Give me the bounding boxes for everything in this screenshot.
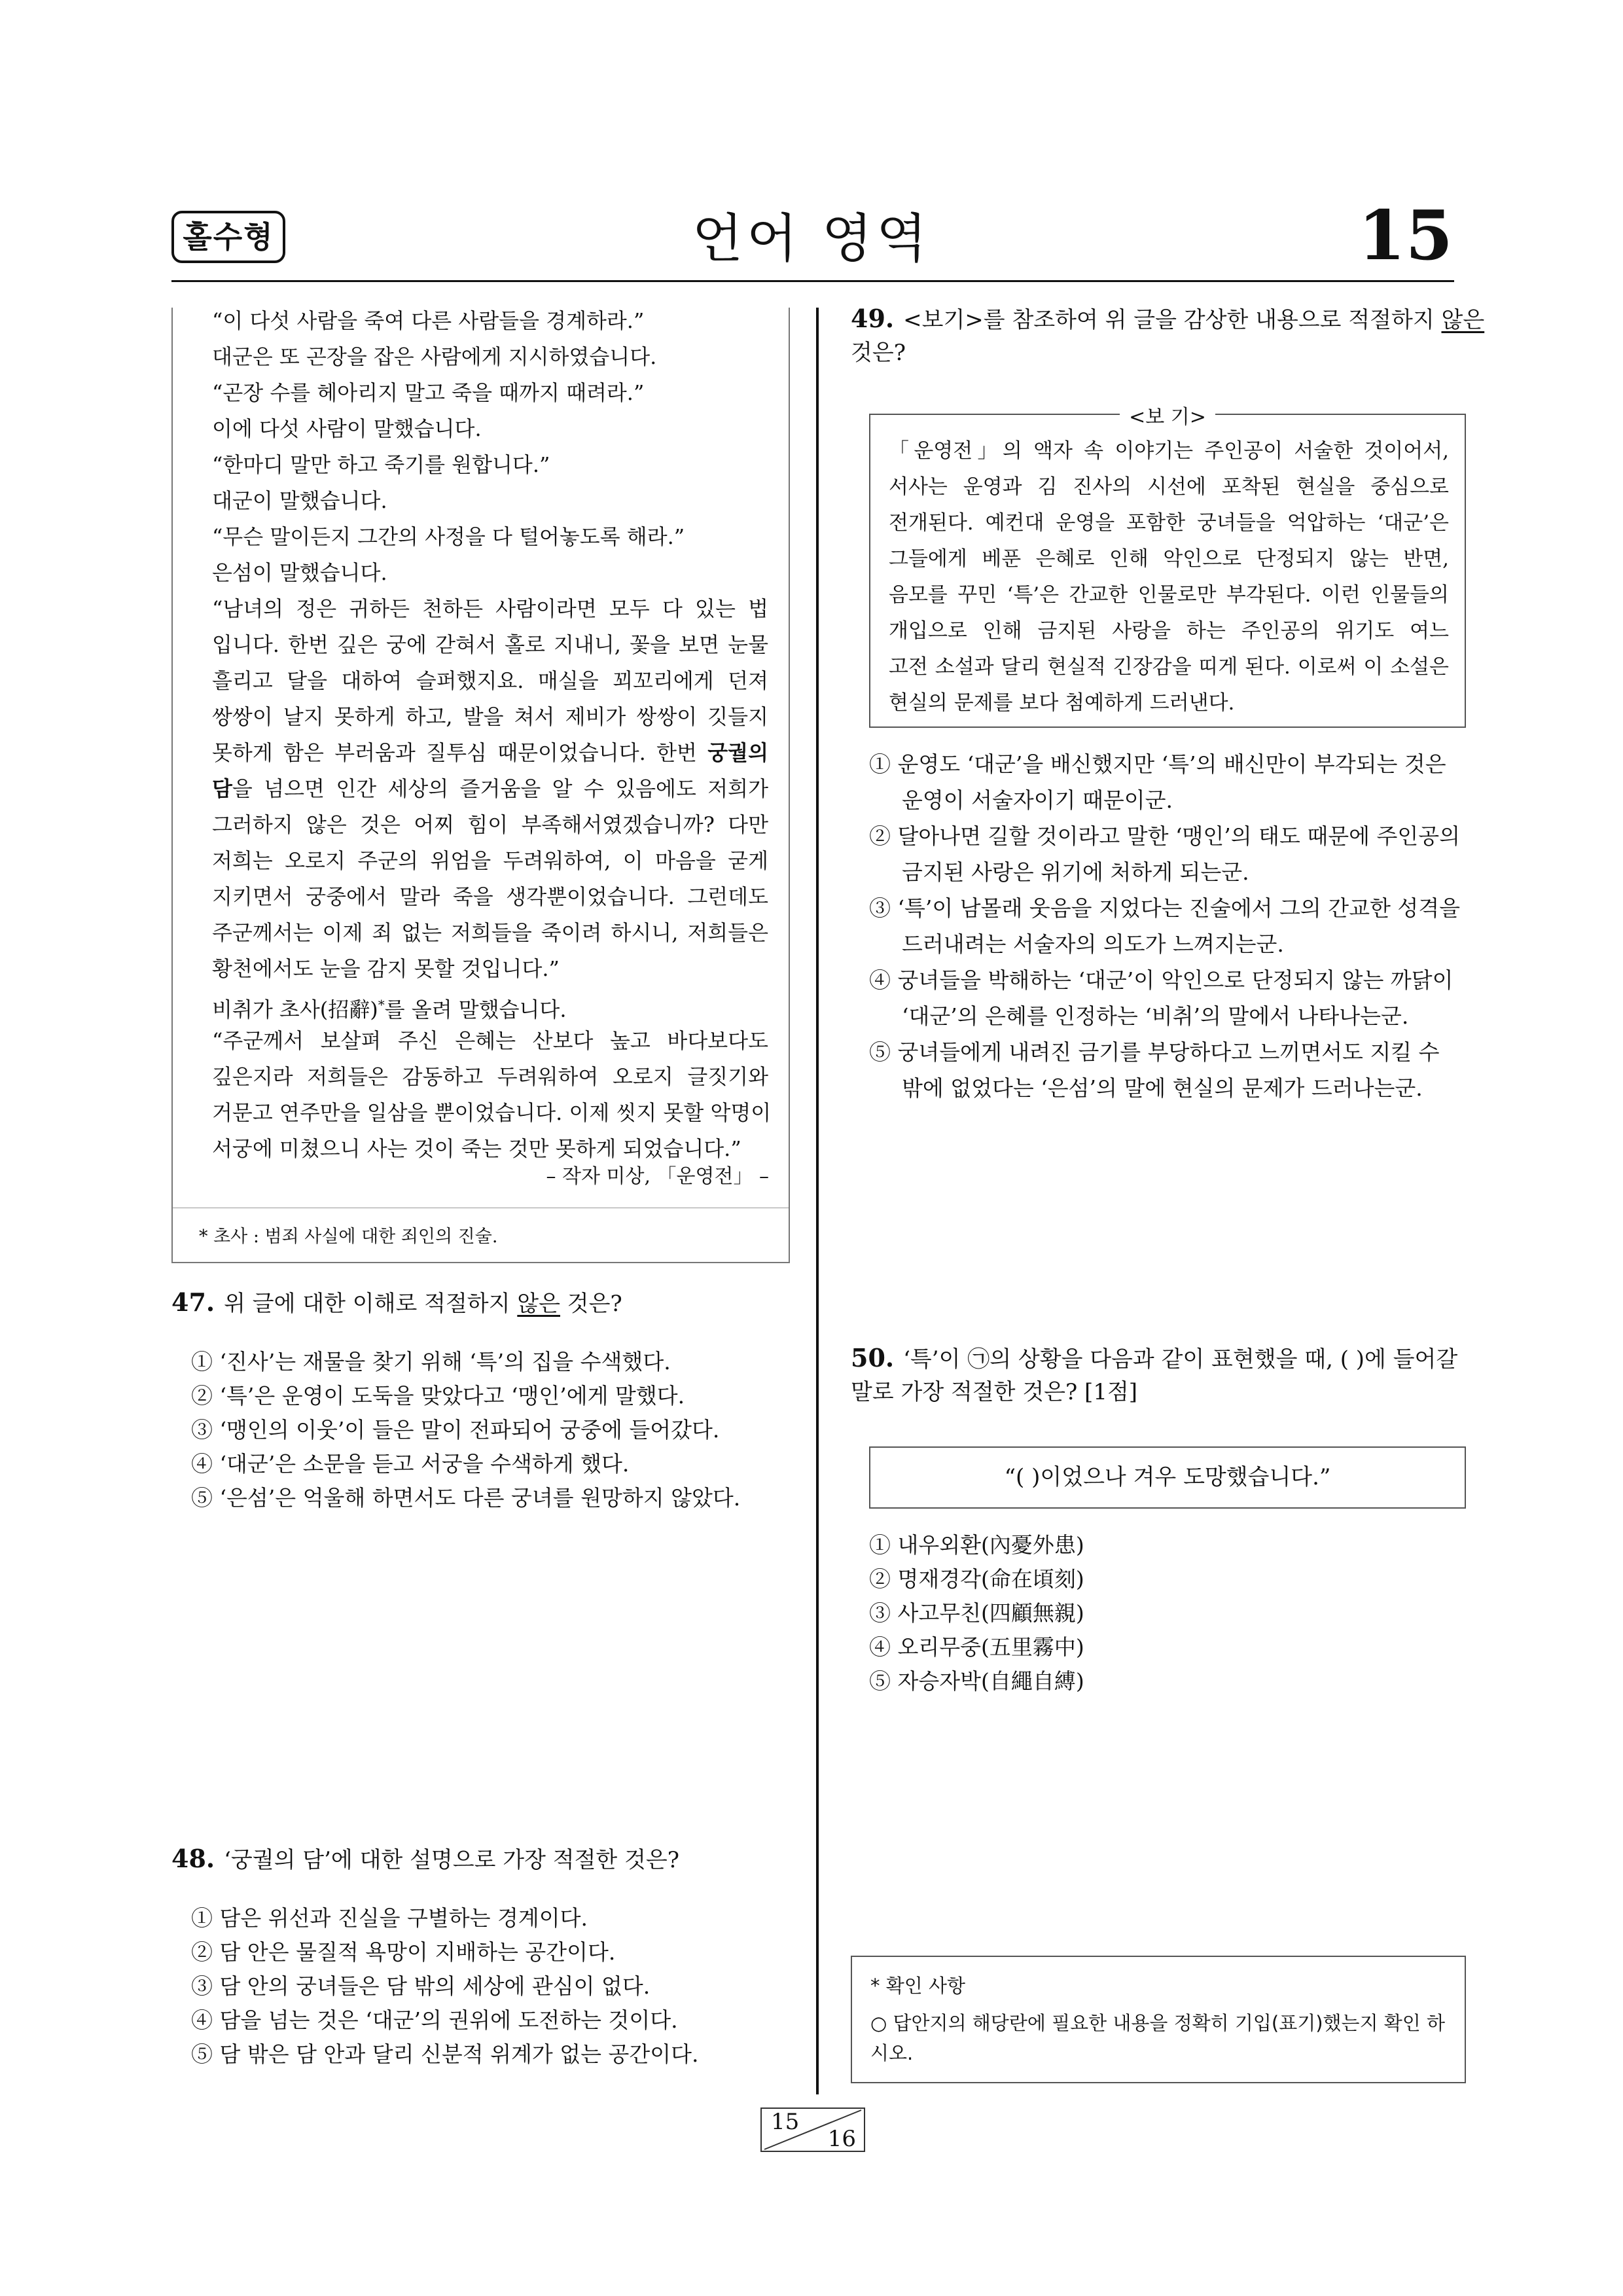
question-text: ‘궁궐의 담’에 대한 설명으로 가장 적절한 것은?	[224, 1847, 680, 1873]
footnote: * 초사 : 범죄 사실에 대한 죄인의 진술.	[199, 1227, 498, 1247]
passage-line: 대군이 말했습니다.	[212, 488, 387, 513]
question-50-options	[869, 1528, 1084, 1698]
question-49-stem	[851, 302, 1485, 369]
total-pages: 16	[827, 2126, 856, 2152]
passage-line: 황천에서도 눈을 감지 못할 것입니다.”	[212, 956, 560, 981]
bogi-line: 전개된다. 예컨대 운영을 포함한 궁녀들을 억압하는 ‘대군’은	[889, 511, 1449, 535]
question-number: 47.	[171, 1287, 215, 1317]
option-4[interactable]	[869, 962, 1466, 1034]
option-4[interactable]: ④ 오리무중(五里霧中)	[869, 1634, 1084, 1660]
question-number: 49.	[851, 304, 895, 333]
option-text: 드러내려는 서술자의 의도가 느껴지는군.	[902, 931, 1284, 957]
passage-line	[212, 740, 768, 766]
question-50-stem	[851, 1342, 1466, 1408]
underlined-keyword: 않은	[1441, 307, 1485, 333]
option-text: ③ ‘특’이 남몰래 웃음을 지었다는 진술에서 그의 간교한 성격을	[869, 895, 1460, 921]
bogi-title: <보 기>	[1120, 406, 1215, 429]
passage-source: – 작자 미상, 「운영전」 –	[546, 1165, 769, 1188]
passage-line: “한마디 말만 하고 죽기를 원합니다.”	[212, 452, 550, 477]
question-text: <보기>를 참조하여 위 글을 감상한 내용으로 적절하지	[903, 307, 1442, 333]
passage-line: 그러하지 않은 것은 어찌 힘이 부족해서였겠습니까? 다만	[212, 812, 768, 837]
option-2[interactable]: ② ‘특’은 운영이 도둑을 맞았다고 ‘맹인’에게 말했다.	[191, 1383, 685, 1408]
option-text: 금지된 사랑은 위기에 처하게 되는군.	[902, 859, 1249, 885]
passage-text: 를 올려 말했습니다.	[384, 997, 567, 1022]
question-text: 것은?	[560, 1291, 622, 1317]
passage-text: 못하게 함은 부러움과 질투심 때문이었습니다. 한번	[212, 740, 708, 765]
question-text: ‘특’이 ㉠의 상황을 다음과 같이 표현했을 때, ( )에 들어갈	[903, 1346, 1458, 1372]
question-47-options	[191, 1345, 740, 1515]
passage-line: “이 다섯 사람을 죽여 다른 사람들을 경계하라.”	[212, 308, 645, 333]
option-text: ② 달아나면 길할 것이라고 말한 ‘맹인’의 태도 때문에 주인공의	[869, 823, 1460, 849]
question-47-stem	[171, 1286, 622, 1320]
option-3[interactable]: ③ ‘맹인의 이웃’이 들은 말이 전파되어 궁중에 들어갔다.	[191, 1417, 720, 1443]
passage-line: 거문고 연주만을 일삼을 뿐이었습니다. 이제 씻지 못할 악명이	[212, 1100, 772, 1125]
header-rule	[171, 280, 1454, 282]
confirmation-title: * 확인 사항	[870, 1975, 965, 1997]
confirmation-notice	[851, 1956, 1466, 2083]
passage-line: 입니다. 한번 깊은 궁에 갇혀서 홀로 지내니, 꽃을 보면 눈물	[212, 632, 768, 657]
option-text: 운영이 서술자이기 때문이군.	[902, 787, 1173, 813]
passage-line: “주군께서 보살펴 주신 은혜는 산보다 높고 바다보다도	[212, 1028, 768, 1053]
bogi-line: 서사는 운영과 김 진사의 시선에 포착된 현실을 중심으로	[889, 475, 1449, 499]
passage-box	[171, 308, 790, 1263]
question-number: 50.	[851, 1343, 895, 1372]
option-5[interactable]: ⑤ 자승자박(自繩自縛)	[869, 1668, 1084, 1694]
option-5[interactable]: ⑤ 담 밖은 담 안과 달리 신분적 위계가 없는 공간이다.	[191, 2041, 699, 2067]
option-2[interactable]: ② 담 안은 물질적 욕망이 지배하는 공간이다.	[191, 1939, 616, 1965]
passage-line: 서궁에 미쳤으니 사는 것이 죽는 것만 못하게 되었습니다.”	[212, 1136, 741, 1161]
bogi-box	[869, 406, 1466, 728]
question-number: 48.	[171, 1844, 215, 1873]
bogi-line: 현실의 문제를 보다 첨예하게 드러낸다.	[889, 691, 1235, 715]
option-3[interactable]: ③ 담 안의 궁녀들은 담 밖의 세상에 관심이 없다.	[191, 1973, 651, 1999]
passage-line: 대군은 또 곤장을 잡은 사람에게 지시하였습니다.	[212, 344, 657, 369]
option-3[interactable]: ③ 사고무친(四顧無親)	[869, 1600, 1084, 1626]
page-title: 언어 영역	[692, 208, 931, 269]
question-50-box: “( )이었으나 겨우 도망했습니다.”	[869, 1446, 1466, 1509]
exam-type-badge: 홀수형	[171, 211, 285, 263]
passage-line: 주군께서는 이제 죄 없는 저희들을 죽이려 하시니, 저희들은	[212, 920, 768, 945]
option-1[interactable]	[869, 746, 1466, 818]
page-number: 15	[1358, 195, 1453, 276]
option-text: ‘대군’의 은혜를 인정하는 ‘비취’의 말에서 나타나는군.	[902, 1003, 1409, 1029]
passage-line: 은섬이 말했습니다.	[212, 560, 387, 585]
option-2[interactable]	[869, 818, 1466, 890]
option-1[interactable]: ① ‘진사’는 재물을 찾기 위해 ‘특’의 집을 수색했다.	[191, 1349, 671, 1374]
passage-line: 쌍쌍이 날지 못하게 하고, 발을 쳐서 제비가 쌍쌍이 깃들지	[212, 704, 768, 729]
column-divider	[816, 308, 819, 2094]
question-48-stem	[171, 1842, 679, 1876]
question-49-options	[869, 746, 1466, 1106]
bogi-line: 고전 소설과 달리 현실적 긴장감을 띠게 된다. 이로써 이 소설은	[889, 655, 1449, 679]
passage-line: 깊은지라 저희들은 감동하고 두려워하여 오로지 글짓기와	[212, 1064, 768, 1089]
palace-wall-phrase-end: 담	[212, 776, 232, 801]
passage-text: 을 넘으면 인간 세상의 즐거움을 알 수 있음에도 저희가	[232, 776, 768, 801]
option-4[interactable]: ④ ‘대군’은 소문을 듣고 서궁을 수색하게 했다.	[191, 1451, 630, 1477]
question-text: 위 글에 대한 이해로 적절하지	[224, 1291, 518, 1317]
passage-line	[212, 992, 768, 1023]
passage-line: 지키면서 궁중에서 말라 죽을 생각뿐이었습니다. 그런데도	[212, 884, 768, 909]
question-text: 것은?	[851, 340, 906, 366]
bogi-line: 「운영전」의 액자 속 이야기는 주인공이 서술한 것이어서,	[889, 439, 1449, 463]
option-text: ① 운영도 ‘대군’을 배신했지만 ‘특’의 배신만이 부각되는 것은	[869, 751, 1446, 777]
passage-line	[212, 776, 768, 802]
passage-line: 이에 다섯 사람이 말했습니다.	[212, 416, 482, 441]
passage-line: 흘리고 달을 대하여 슬퍼했지요. 매실을 꾀꼬리에게 던져	[212, 668, 768, 693]
current-page: 15	[771, 2109, 800, 2135]
passage-line: “곤장 수를 헤아리지 말고 죽을 때까지 때려라.”	[212, 380, 645, 405]
option-5[interactable]: ⑤ ‘은섬’은 억울해 하면서도 다른 궁녀를 원망하지 않았다.	[191, 1485, 741, 1511]
bogi-line: 개입으로 인해 금지된 사랑을 하는 주인공의 위기도 여느	[889, 619, 1449, 643]
confirmation-text: ○ 답안지의 해당란에 필요한 내용을 정확히 기입(표기)했는지 확인 하시오.	[870, 2012, 1446, 2064]
bogi-line: 그들에게 베푼 은혜로 인해 악인으로 단정되지 않는 반면,	[889, 547, 1449, 571]
option-5[interactable]	[869, 1034, 1466, 1106]
option-4[interactable]: ④ 담을 넘는 것은 ‘대군’의 권위에 도전하는 것이다.	[191, 2007, 678, 2033]
palace-wall-phrase: 궁궐의	[707, 740, 768, 765]
option-1[interactable]: ① 담은 위선과 진실을 구별하는 경계이다.	[191, 1905, 588, 1931]
footnote-marker: *	[378, 997, 385, 1013]
bogi-line: 음모를 꾸민 ‘특’은 간교한 인물로만 부각된다. 이런 인물들의	[889, 583, 1449, 607]
option-2[interactable]: ② 명재경각(命在頃刻)	[869, 1566, 1084, 1592]
passage-line: 저희는 오로지 주군의 위엄을 두려워하여, 이 마음을 굳게	[212, 848, 768, 873]
option-text: ⑤ 궁녀들에게 내려진 금기를 부당하다고 느끼면서도 지킬 수	[869, 1039, 1440, 1065]
option-3[interactable]	[869, 890, 1466, 962]
underlined-keyword: 않은	[517, 1291, 560, 1317]
page-footer	[760, 2108, 865, 2152]
passage-text: 비취가 초사(招辭)	[212, 997, 378, 1022]
question-text: 말로 가장 적절한 것은? [1점]	[851, 1379, 1138, 1405]
option-1[interactable]: ① 내우외환(內憂外患)	[869, 1532, 1084, 1558]
question-48-options	[191, 1901, 698, 2072]
option-text: ④ 궁녀들을 박해하는 ‘대군’이 악인으로 단정되지 않는 까닭이	[869, 967, 1454, 993]
passage-line: “무슨 말이든지 그간의 사정을 다 털어놓도록 해라.”	[212, 524, 685, 549]
passage-line: “남녀의 정은 귀하든 천하든 사람이라면 모두 다 있는 법	[212, 596, 768, 621]
option-text: 밖에 없었다는 ‘은섬’의 말에 현실의 문제가 드러나는군.	[902, 1075, 1423, 1101]
